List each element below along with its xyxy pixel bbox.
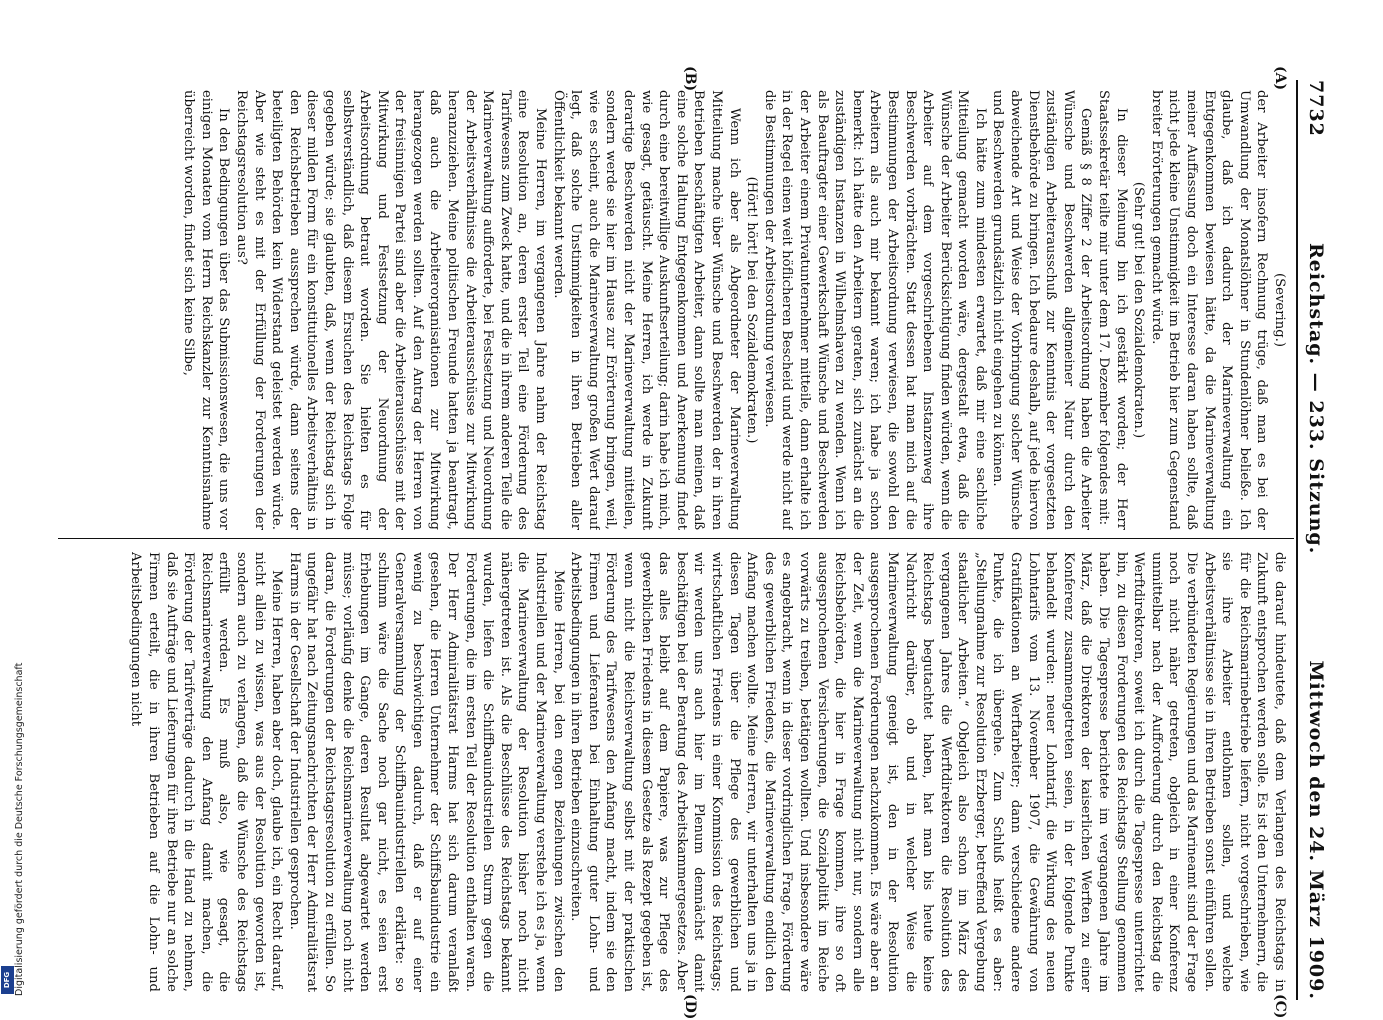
- header-date: Mittwoch den 24. März 1909.: [1305, 660, 1327, 1000]
- left-column: [58, 90, 1288, 530]
- paragraph: Ich hätte zum mindesten erwartet, daß mir eine sachliche Mitteilung gemacht worden wäre, dergestalt etwa, daß die Wünsche der Arbeiter Berücksichtigung finden würden, wenn die Arbeiter auf dem vorgeschriebenen Instanzenweg ihre Beschwerden vorbrächten. Statt dessen hat man mich auf die Bestimmungen der Arbeitsordnung verwiesen, die sowohl den Arbeitern als auch mir bekannt waren; ich habe ja schon bemerkt: ich hätte den Arbeitern geraten, sich zunächst an die zuständigen Instanzen in Wilhelmshaven zu wenden. Wenn ich als Beauftragter einer Gewerkschaft Wünsche und Beschwerden der Arbeiter einem Privatunternehmer mitteile, dann erhalte ich in der Regel einen weit höflicheren Bescheid und werde nicht auf die Bestimmungen der Arbeitsordnung verwiesen.: [761, 90, 988, 530]
- margin-mark-b: (B): [682, 66, 698, 92]
- right-column: [58, 552, 1288, 992]
- speaker-name: (Severing.): [1272, 272, 1287, 348]
- margin-mark-d: (D): [682, 994, 698, 1020]
- dfg-logo-text: DFG: [3, 971, 12, 989]
- header-rule: [1296, 80, 1298, 1000]
- page-header: [1302, 80, 1330, 1000]
- paragraph: In den Bedingungen über das Submissionswesen, die uns vor einigen Monaten vom Herrn Reichskanzler zur Kenntnisnahme überreicht worden, findet sich keine Silbe,: [181, 90, 232, 530]
- quoted-paragraph: Gemäß § 8 Ziffer 2 der Arbeitsordnung haben die Arbeiter Wünsche und Beschwerden allgemeiner Natur durch den zuständigen Arbeiterausschuß zur Kenntnis der vorgesetzten Dienstbehörde zu bringen. Ich bedaure deshalb, auf jede hiervon abweichende Art und Weise der Vorbringung solcher Wünsche und Beschwerden grundsätzlich nicht eingehen zu können.: [990, 90, 1094, 530]
- paragraph: die darauf hindeutete, daß dem Verlangen des Reichstags in Zukunft entsprochen werden solle. Es ist den Unternehmern, die für die Reichsmarinebetriebe liefern, nicht vorgeschrieben, wie sie ihre Arbeiter entlohnen sollen, und welche Arbeitsverhältnisse sie in ihren Betrieben sonst einführen sollen. Die verbündeten Regierungen und das Marineamt sind der Frage noch nicht näher getreten, obgleich in einer Konferenz unmittelbar nach der Aufforderung durch den Reichstag die Werftdirektoren, soweit ich durch die Tagespresse unterrichtet bin, zu diesen Forderungen des Reichstags Stellung genommen haben. Die Tagespresse berichtete im vergangenen Jahre im März, daß die Direktoren der kaiserlichen Werften zu einer Konferenz zusammengetreten seien, in der folgende Punkte behandelt wurden: neuer Lohntarif, die Wirkung des neuen Lohntarifs vom 13. November 1907, die Gewährung von Gratifikationen an Werftarbeiter; dann verschiedene andere Punkte, die ich übergehe. Zum Schluß heißt es aber: „Stellungnahme zur Resolution Erzberger, betreffend Vergebung staatlicher Arbeiten.“ Obgleich also schon im März des vergangenen Jahres die Werftdirektoren die Resolution des Reichstags begutachtet haben, hat man bis heute keine Nachricht darüber, ob und in welcher Weise die Marineverwaltung geneigt ist, den in der Resolution ausgesprochenen Forderungen nachzukommen. Es wäre aber an der Zeit, wenn die Marineverwaltung nicht nur, sondern alle Reichsbehörden, die hier in Frage kommen, ihre so oft ausgesprochenen Versicherungen, die Sozialpolitik im Reiche vorwärts zu treiben, betätigen wollten. Und insbesondere wäre es angebracht, wenn in dieser vordringlichen Frage, Förderung des gewerblichen Friedens, die Marineverwaltung endlich den Anfang machen wollte. Meine Herren, wir unterhalten uns ja in diesen Tagen über die Pflege des gewerblichen und wirtschaftlichen Friedens in einer Kommission des Reichstags; wir werden uns auch hier im Plenum demnächst damit beschäftigen bei der Beratung des Arbeitskammergesetzes. Aber das alles bleibt auf dem Papiere, was zur Pflege des gewerblichen Friedens in diesem Gesetze als Rezept gegeben ist, wenn nicht die Reichsverwaltung selbst mit der praktischen Förderung des Tarifwesens den Anfang macht, indem sie den Firmen und Lieferanten bei Einhaltung guter Lohn- und Arbeitsbedingungen in ihren Betrieben einzuschreiten.: [568, 552, 1287, 992]
- column-divider: [58, 538, 1294, 539]
- page-number: 7732: [1305, 80, 1327, 137]
- digitization-note-text: Digitalisierung gefördert durch die Deutsche Forschungsgemeinschaft: [14, 662, 25, 996]
- paragraph: Meine Herren, im vergangenen Jahre nahm der Reichstag eine Resolution an, deren erster Teil eine Förderung des Tarifwesens zum Zweck hatte, und die in ihrem anderen Teile die Marineverwaltung aufforderte, bei Festsetzung und Neuordnung der Arbeitsverhältnisse die Arbeiterausschüsse zur Mitwirkung heranzuziehen. Meine politischen Freunde hatten ja beantragt, daß auch die Arbeiterorganisationen zur Mitwirkung herangezogen werden sollten. Auf den Antrag der Herren von der freisinnigen Partei sind aber die Arbeiterausschüsse mit der Mitwirkung und Festsetzung der Neuordnung der Arbeitsordnung betraut worden. Sie hielten es für selbstverständlich, daß diesem Ersuchen des Reichstags Folge gegeben würde; sie glaubten, daß, wenn der Reichstag sich in dieser milden Form für ein konstitutionelles Arbeitsverhältnis in den Reichsbetrieben aussprechen würde, dann seitens der beteiligten Behörden kein Widerstand geleistet werden würde. Aber wie steht es mit der Erfüllung der Forderungen der Reichstagsresolution aus?: [233, 90, 549, 530]
- header-title: Reichstag. — 233. Sitzung.: [1305, 243, 1327, 555]
- digitization-note: [2, 596, 25, 996]
- margin-mark-a: (A): [1272, 66, 1288, 91]
- paragraph: der Arbeiter insofern Rechnung trüge, daß man es bei der Umwandlung der Monatslöhner in Stundenlöhner beließe. Ich glaube, daß ich dadurch der Marineverwaltung ein Entgegenkommen bewiesen hätte, da die Marineverwaltung meiner Auffassung doch ein Interesse daran haben sollte, daß nicht jede kleine Unstimmigkeit im Betrieb hier zum Gegenstand breiter Erörterungen gemacht würde.: [1148, 90, 1270, 530]
- dfg-logo: [1, 966, 14, 994]
- interjection: (Sehr gut! bei den Sozialdemokraten.): [1131, 181, 1147, 439]
- rotated-document-page: [38, 60, 1338, 1020]
- paragraph: In dieser Meinung bin ich gestärkt worden; der Herr Staatssekretär teilte mir unter dem 17. Dezember folgendes mit:: [1096, 90, 1129, 530]
- paragraph: Meine Herren, haben aber doch, glaube ich, ein Recht darauf, nicht allein zu wissen, was aus der Resolution geworden ist, sondern auch zu verlangen, daß die Wünsche des Reichstags erfüllt werden. Es muß also, wie gesagt, die Reichsmarineverwaltung den Anfang damit machen, die Förderung der Tarifverträge dadurch in die Hand zu nehmen, daß sie Aufträge und Lieferungen für ihre Betriebe nur an solche Firmen erteilt, die in ihren Betrieben auf die Lohn- und Arbeitsbedingungen nicht: [128, 552, 285, 992]
- paragraph: Wenn ich aber als Abgeordneter der Marineverwaltung Mitteilung mache über Wünsche und Beschwerden der in ihren Betrieben beschäftigten Arbeiter, dann sollte man meinen, daß eine solche Haltung Entgegenkommen und Anerkennung findet durch eine bereitwillige Auskunftserteilung; darin habe ich mich, wie gesagt, getäuscht. Meine Herren, ich werde in Zukunft derartige Beschwerden nicht der Marineverwaltung mitteilen, sondern werde sie hier im Hause zur Erörterung bringen, weil, wie es scheint, auch die Marineverwaltung großen Wert darauf legt, daß solche Unstimmigkeiten in ihren Betrieben aller Öffentlichkeit bekannt werden.: [550, 90, 742, 530]
- paragraph: Meine Herren, bei den engen Beziehungen zwischen den Industriellen und der Marineverwaltung verstehe ich es ja, wenn die Marineverwaltung der Resolution bisher noch nicht nähergetreten ist. Als die Beschlüsse des Reichstags bekannt wurden, liefen die Schiffbauindustriellen Sturm gegen die Forderungen, die im ersten Teil der Resolution enthalten waren. Der Herr Admiralitätsrat Harms hat sich darum veranlaßt gesehen, die Herren Unternehmer der Schiffsbauindustrie ein wenig zu beschwichtigen dadurch, daß er auf einer Generalversammlung der Schiffbauindustriellen erklärte: so schlimm wäre die Sache noch gar nicht, es seien erst Erhebungen im Gange, deren Resultat abgewartet werden müsse; vorläufig denke die Reichsmarineverwaltung noch nicht daran, die Forderungen der Reichstagsresolution zu erfüllen. So ungefähr hat nach Zeitungsnachrichten der Herr Admiralitätsrat Harms in der Gesellschaft der Industriellen gesprochen.: [286, 552, 566, 992]
- margin-mark-c: (C): [1272, 994, 1288, 1019]
- interjection: (Hört! hört! bei den Sozialdemokraten.): [744, 176, 760, 444]
